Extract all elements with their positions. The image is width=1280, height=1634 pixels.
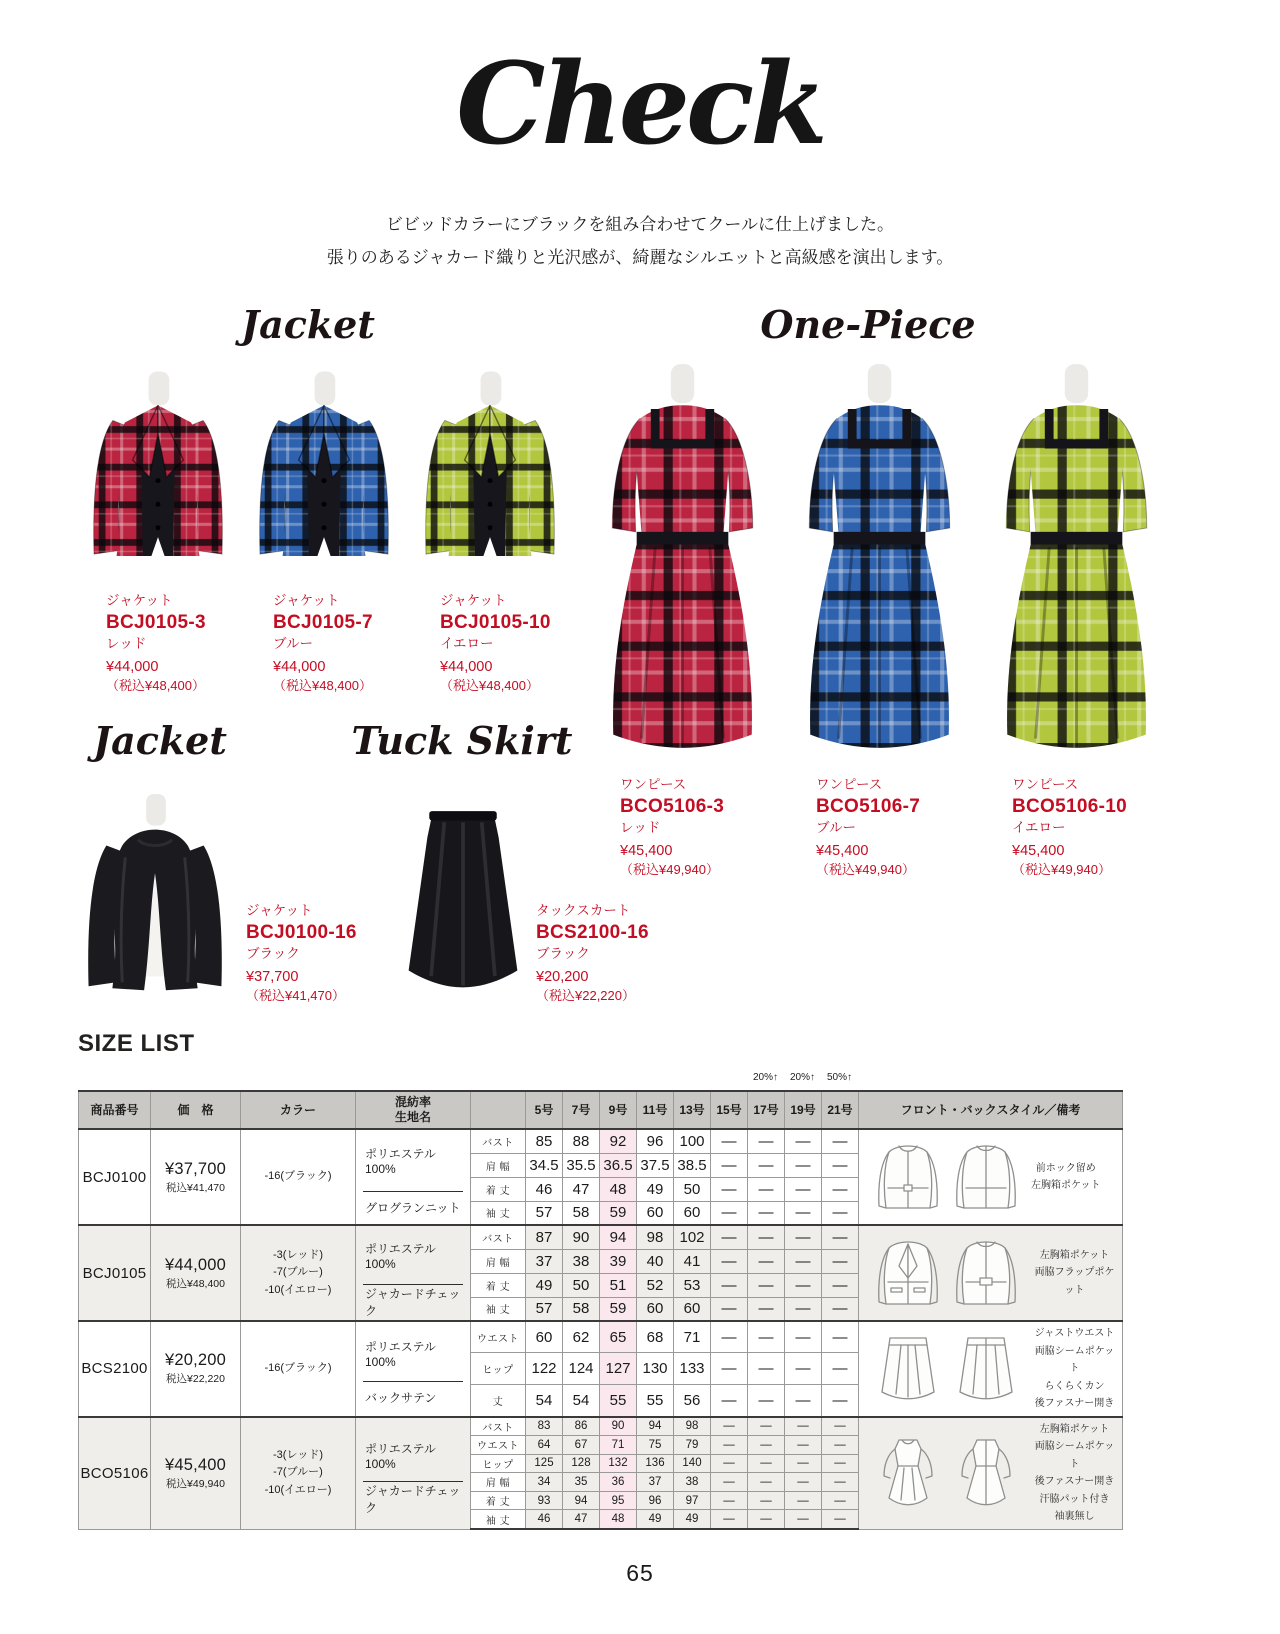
product-color: レッド	[620, 819, 661, 835]
size-value: 98	[674, 1417, 711, 1436]
size-value: 36	[600, 1473, 637, 1492]
size-value: —	[822, 1273, 859, 1297]
size-value: 59	[600, 1201, 637, 1225]
product-color: レッド	[106, 635, 147, 651]
onepiece-photo-blue	[782, 360, 977, 770]
product-code: BCO5106-7	[816, 795, 921, 817]
size-value: —	[822, 1129, 859, 1153]
style-remark-cell: 前ホック留め 左胸箱ポケット	[859, 1129, 1123, 1225]
size-value: —	[711, 1353, 748, 1385]
size-value: 40	[637, 1249, 674, 1273]
size-value: 98	[637, 1225, 674, 1249]
size-value: 37	[637, 1473, 674, 1492]
product-label-bco5106-10	[1012, 776, 1127, 879]
size-value: 37.5	[637, 1153, 674, 1177]
price-cell: ¥44,000 税込¥48,400	[151, 1225, 241, 1321]
col-header-size: 9号	[600, 1091, 637, 1129]
stretch-note: 50%↑	[826, 1072, 852, 1083]
size-value: —	[711, 1436, 748, 1455]
size-value: —	[748, 1249, 785, 1273]
tuck-skirt-photo	[388, 798, 538, 1006]
product-code: BCS2100-16	[536, 921, 649, 943]
size-value: 35.5	[563, 1153, 600, 1177]
product-code-cell: BCJ0100	[79, 1129, 151, 1225]
jacket-photo-yellow	[410, 363, 570, 589]
size-value: —	[822, 1491, 859, 1510]
size-value: 57	[526, 1201, 563, 1225]
measure-label: 袖 丈	[471, 1510, 526, 1529]
size-value: 55	[600, 1385, 637, 1417]
size-value: 90	[600, 1417, 637, 1436]
size-value: 130	[637, 1353, 674, 1385]
size-value: 68	[637, 1321, 674, 1353]
size-value: 53	[674, 1273, 711, 1297]
section-title-tuck-skirt: Tuck Skirt	[351, 718, 573, 763]
product-price: ¥45,400	[1012, 842, 1065, 859]
size-value: 124	[563, 1353, 600, 1385]
size-value: 94	[600, 1225, 637, 1249]
product-code-cell: BCJ0105	[79, 1225, 151, 1321]
size-value: 54	[526, 1385, 563, 1417]
size-value: —	[748, 1385, 785, 1417]
product-tax-price: （税込¥48,400）	[106, 677, 205, 693]
size-value: —	[711, 1491, 748, 1510]
size-value: —	[785, 1385, 822, 1417]
color-options-cell: -3(レッド) -7(ブルー) -10(イエロー)	[241, 1417, 356, 1530]
product-category: ジャケット	[246, 903, 313, 918]
product-label-bcs2100-16	[536, 902, 649, 1005]
col-header-measure	[471, 1091, 526, 1129]
size-value: —	[822, 1417, 859, 1436]
product-tax-price: （税込¥49,940）	[620, 861, 719, 877]
size-table-row	[79, 1225, 1123, 1249]
product-tax-price: （税込¥49,940）	[1012, 861, 1111, 877]
size-value: 95	[600, 1491, 637, 1510]
measure-label: 袖 丈	[471, 1297, 526, 1321]
size-value: 93	[526, 1491, 563, 1510]
product-category: ジャケット	[273, 593, 340, 608]
product-category: タックスカート	[536, 903, 631, 918]
measure-label: 着 丈	[471, 1491, 526, 1510]
col-header-color: カラー	[241, 1091, 356, 1129]
size-value: 38	[674, 1473, 711, 1492]
product-tax-price: （税込¥22,220）	[536, 987, 635, 1003]
size-value: 55	[637, 1385, 674, 1417]
measure-label: 肩 幅	[471, 1473, 526, 1492]
col-header-size: 13号	[674, 1091, 711, 1129]
size-value: —	[748, 1417, 785, 1436]
size-value: 60	[526, 1321, 563, 1353]
size-value: 90	[563, 1225, 600, 1249]
size-value: 136	[637, 1454, 674, 1473]
size-value: —	[748, 1353, 785, 1385]
size-value: 128	[563, 1454, 600, 1473]
measure-label: 着 丈	[471, 1177, 526, 1201]
size-value: 58	[563, 1201, 600, 1225]
product-label-bcj0105-10	[440, 592, 551, 695]
product-code: BCJ0105-10	[440, 611, 551, 633]
size-value: —	[711, 1454, 748, 1473]
size-value: 37	[526, 1249, 563, 1273]
section-title-one-piece: One-Piece	[760, 302, 976, 347]
size-value: 132	[600, 1454, 637, 1473]
size-value: —	[785, 1153, 822, 1177]
product-category: ジャケット	[440, 593, 507, 608]
size-value: 62	[563, 1321, 600, 1353]
col-header-code: 商品番号	[79, 1091, 151, 1129]
page-description	[0, 208, 1280, 274]
size-list-table	[78, 1090, 1123, 1530]
size-value: 87	[526, 1225, 563, 1249]
stretch-note: 20%↑	[789, 1072, 815, 1083]
product-price: ¥44,000	[273, 658, 326, 675]
product-color: ブルー	[273, 635, 313, 651]
size-table-row	[79, 1417, 1123, 1436]
size-value: —	[822, 1201, 859, 1225]
size-value: 50	[563, 1273, 600, 1297]
measure-label: バスト	[471, 1225, 526, 1249]
size-value: 46	[526, 1177, 563, 1201]
size-value: 56	[674, 1385, 711, 1417]
product-tax-price: （税込¥48,400）	[273, 677, 372, 693]
size-value: —	[711, 1321, 748, 1353]
product-price: ¥20,200	[536, 968, 589, 985]
measure-label: 丈	[471, 1385, 526, 1417]
size-value: 60	[637, 1201, 674, 1225]
fabric-header-line1: 混紡率	[394, 1095, 431, 1109]
size-value: 38.5	[674, 1153, 711, 1177]
section-title-jacket-bottom: Jacket	[93, 718, 227, 763]
fabric-cell: ポリエステル 100% ジャカードチェック	[356, 1225, 471, 1321]
size-value: —	[711, 1249, 748, 1273]
product-price: ¥44,000	[440, 658, 493, 675]
size-value: 140	[674, 1454, 711, 1473]
size-value: —	[748, 1473, 785, 1492]
size-value: —	[711, 1297, 748, 1321]
size-value: —	[711, 1417, 748, 1436]
product-label-bcj0105-7	[273, 592, 373, 695]
jacket-photo-blue	[244, 363, 404, 589]
col-header-size: 11号	[637, 1091, 674, 1129]
size-value: —	[748, 1321, 785, 1353]
size-value: 96	[637, 1491, 674, 1510]
size-value: 34.5	[526, 1153, 563, 1177]
size-value: —	[785, 1225, 822, 1249]
product-color: イエロー	[440, 635, 494, 651]
product-price: ¥37,700	[246, 968, 299, 985]
size-table-row	[79, 1129, 1123, 1153]
color-options-cell: -3(レッド) -7(ブルー) -10(イエロー)	[241, 1225, 356, 1321]
size-value: —	[785, 1417, 822, 1436]
size-value: 35	[563, 1473, 600, 1492]
size-value: 48	[600, 1177, 637, 1201]
size-value: 41	[674, 1249, 711, 1273]
price-cell: ¥20,200 税込¥22,220	[151, 1321, 241, 1417]
price-cell: ¥45,400 税込¥49,940	[151, 1417, 241, 1530]
size-value: 38	[563, 1249, 600, 1273]
size-value: 65	[600, 1321, 637, 1353]
size-value: —	[785, 1321, 822, 1353]
product-color: イエロー	[1012, 819, 1066, 835]
stretch-notes	[747, 1072, 858, 1083]
size-value: —	[711, 1129, 748, 1153]
size-value: —	[822, 1385, 859, 1417]
size-value: —	[748, 1273, 785, 1297]
size-value: —	[822, 1321, 859, 1353]
product-category: ワンピース	[1012, 777, 1079, 792]
size-value: —	[748, 1454, 785, 1473]
size-value: 100	[674, 1129, 711, 1153]
product-code: BCJ0105-7	[273, 611, 373, 633]
product-label-bcj0105-3	[106, 592, 206, 695]
product-tax-price: （税込¥48,400）	[440, 677, 539, 693]
size-value: 48	[600, 1510, 637, 1529]
size-value: 85	[526, 1129, 563, 1153]
measure-label: バスト	[471, 1417, 526, 1436]
section-title-jacket-top: Jacket	[241, 302, 375, 347]
size-value: —	[748, 1491, 785, 1510]
size-value: 49	[637, 1510, 674, 1529]
size-value: 79	[674, 1436, 711, 1455]
size-value: 75	[637, 1436, 674, 1455]
size-value: 71	[674, 1321, 711, 1353]
size-value: 49	[637, 1177, 674, 1201]
size-value: 96	[637, 1129, 674, 1153]
size-value: 92	[600, 1129, 637, 1153]
size-list-title: SIZE LIST	[78, 1030, 195, 1057]
size-value: 47	[563, 1510, 600, 1529]
style-remark-cell: ジャストウエスト 両脇シームポケット らくらくカン 後ファスナー開き	[859, 1321, 1123, 1417]
product-code: BCJ0105-3	[106, 611, 206, 633]
size-value: —	[748, 1297, 785, 1321]
size-table-row	[79, 1321, 1123, 1353]
size-value: —	[748, 1436, 785, 1455]
product-color: ブラック	[536, 945, 590, 961]
size-value: —	[711, 1177, 748, 1201]
size-value: —	[711, 1153, 748, 1177]
size-value: 51	[600, 1273, 637, 1297]
onepiece-photo-yellow	[979, 360, 1174, 770]
size-value: —	[711, 1473, 748, 1492]
col-header-remark: フロント・バックスタイル／備考	[859, 1091, 1123, 1129]
page-number: 65	[626, 1560, 654, 1586]
size-value: 88	[563, 1129, 600, 1153]
size-value: —	[785, 1201, 822, 1225]
onepiece-photo-red	[585, 360, 780, 770]
size-value: —	[748, 1510, 785, 1529]
size-value: —	[785, 1454, 822, 1473]
product-category: ワンピース	[620, 777, 687, 792]
size-value: 122	[526, 1353, 563, 1385]
size-value: 67	[563, 1436, 600, 1455]
col-header-size: 17号	[748, 1091, 785, 1129]
product-price: ¥45,400	[816, 842, 869, 859]
size-value: 39	[600, 1249, 637, 1273]
color-options-cell: -16(ブラック)	[241, 1321, 356, 1417]
measure-label: 着 丈	[471, 1273, 526, 1297]
fabric-cell: ポリエステル 100% ジャカードチェック	[356, 1417, 471, 1530]
size-value: —	[748, 1177, 785, 1201]
size-value: 102	[674, 1225, 711, 1249]
size-value: 47	[563, 1177, 600, 1201]
size-value: 60	[674, 1297, 711, 1321]
size-value: —	[785, 1510, 822, 1529]
size-value: —	[785, 1249, 822, 1273]
size-value: —	[822, 1249, 859, 1273]
page-title: Check	[456, 39, 824, 170]
measure-label: ウエスト	[471, 1436, 526, 1455]
size-value: —	[748, 1129, 785, 1153]
size-value: 49	[526, 1273, 563, 1297]
product-code-cell: BCO5106	[79, 1417, 151, 1530]
size-value: —	[711, 1225, 748, 1249]
product-category: ジャケット	[106, 593, 173, 608]
measure-label: バスト	[471, 1129, 526, 1153]
product-code: BCJ0100-16	[246, 921, 357, 943]
size-value: —	[822, 1225, 859, 1249]
size-value: —	[785, 1177, 822, 1201]
size-value: —	[785, 1273, 822, 1297]
measure-label: ヒップ	[471, 1454, 526, 1473]
jacket-photo-red	[78, 363, 238, 589]
size-value: 49	[674, 1510, 711, 1529]
size-value: 57	[526, 1297, 563, 1321]
product-color: ブラック	[246, 945, 300, 961]
stretch-note: 20%↑	[752, 1072, 778, 1083]
size-value: 71	[600, 1436, 637, 1455]
col-header-size: 19号	[785, 1091, 822, 1129]
size-value: 64	[526, 1436, 563, 1455]
measure-label: 肩 幅	[471, 1153, 526, 1177]
size-value: 94	[563, 1491, 600, 1510]
size-value: 52	[637, 1273, 674, 1297]
size-value: 46	[526, 1510, 563, 1529]
size-value: 60	[637, 1297, 674, 1321]
col-header-fabric	[356, 1091, 471, 1129]
size-value: —	[822, 1473, 859, 1492]
product-code: BCO5106-10	[1012, 795, 1127, 817]
product-code-cell: BCS2100	[79, 1321, 151, 1417]
product-color: ブルー	[816, 819, 856, 835]
size-value: —	[711, 1510, 748, 1529]
description-line-1: ビビッドカラーにブラックを組み合わせてクールに仕上げました。	[385, 215, 895, 234]
product-code: BCO5106-3	[620, 795, 725, 817]
size-value: —	[822, 1436, 859, 1455]
col-header-size: 21号	[822, 1091, 859, 1129]
size-value: —	[748, 1225, 785, 1249]
size-value: 86	[563, 1417, 600, 1436]
price-cell: ¥37,700 税込¥41,470	[151, 1129, 241, 1225]
measure-label: 袖 丈	[471, 1201, 526, 1225]
size-value: —	[711, 1385, 748, 1417]
size-table-header-row	[79, 1091, 1123, 1129]
size-value: 133	[674, 1353, 711, 1385]
size-value: —	[822, 1454, 859, 1473]
product-price: ¥45,400	[620, 842, 673, 859]
measure-label: ヒップ	[471, 1353, 526, 1385]
fabric-cell: ポリエステル 100% バックサテン	[356, 1321, 471, 1417]
size-value: —	[785, 1297, 822, 1321]
product-label-bco5106-3	[620, 776, 724, 879]
size-value: 60	[674, 1201, 711, 1225]
size-value: —	[822, 1177, 859, 1201]
size-value: —	[785, 1473, 822, 1492]
size-value: —	[822, 1510, 859, 1529]
size-table-body	[79, 1129, 1123, 1529]
product-tax-price: （税込¥41,470）	[246, 987, 345, 1003]
size-value: —	[785, 1129, 822, 1153]
col-header-size: 5号	[526, 1091, 563, 1129]
col-header-size: 7号	[563, 1091, 600, 1129]
size-value: 94	[637, 1417, 674, 1436]
col-header-price: 価 格	[151, 1091, 241, 1129]
product-category: ワンピース	[816, 777, 883, 792]
fabric-header-line2: 生地名	[394, 1110, 431, 1124]
size-value: —	[822, 1297, 859, 1321]
size-value: —	[822, 1353, 859, 1385]
size-value: —	[822, 1153, 859, 1177]
fabric-cell: ポリエステル 100% グログランニット	[356, 1129, 471, 1225]
style-remark-cell: 左胸箱ポケット 両脇シームポケット 後ファスナー開き 汗脇パット付き 袖裏無し	[859, 1417, 1123, 1530]
size-value: 59	[600, 1297, 637, 1321]
size-value: —	[785, 1436, 822, 1455]
product-label-bco5106-7	[816, 776, 920, 879]
product-price: ¥44,000	[106, 658, 159, 675]
size-value: 54	[563, 1385, 600, 1417]
size-value: 83	[526, 1417, 563, 1436]
size-value: —	[785, 1353, 822, 1385]
size-value: —	[785, 1491, 822, 1510]
size-value: 36.5	[600, 1153, 637, 1177]
size-value: 50	[674, 1177, 711, 1201]
size-value: —	[711, 1201, 748, 1225]
size-value: 58	[563, 1297, 600, 1321]
measure-label: 肩 幅	[471, 1249, 526, 1273]
size-value: 127	[600, 1353, 637, 1385]
col-header-size: 15号	[711, 1091, 748, 1129]
size-value: —	[748, 1201, 785, 1225]
description-line-2: 張りのあるジャカード織りと光沢感が、綺麗なシルエットと高級感を演出します。	[326, 248, 954, 268]
measure-label: ウエスト	[471, 1321, 526, 1353]
size-value: 34	[526, 1473, 563, 1492]
product-tax-price: （税込¥49,940）	[816, 861, 915, 877]
size-value: —	[711, 1273, 748, 1297]
color-options-cell: -16(ブラック)	[241, 1129, 356, 1225]
black-jacket-photo	[70, 788, 240, 1016]
size-value: 97	[674, 1491, 711, 1510]
product-label-bcj0100-16	[246, 902, 357, 1005]
size-value: —	[748, 1153, 785, 1177]
size-value: 125	[526, 1454, 563, 1473]
style-remark-cell: 左胸箱ポケット 両脇フラップポケット	[859, 1225, 1123, 1321]
